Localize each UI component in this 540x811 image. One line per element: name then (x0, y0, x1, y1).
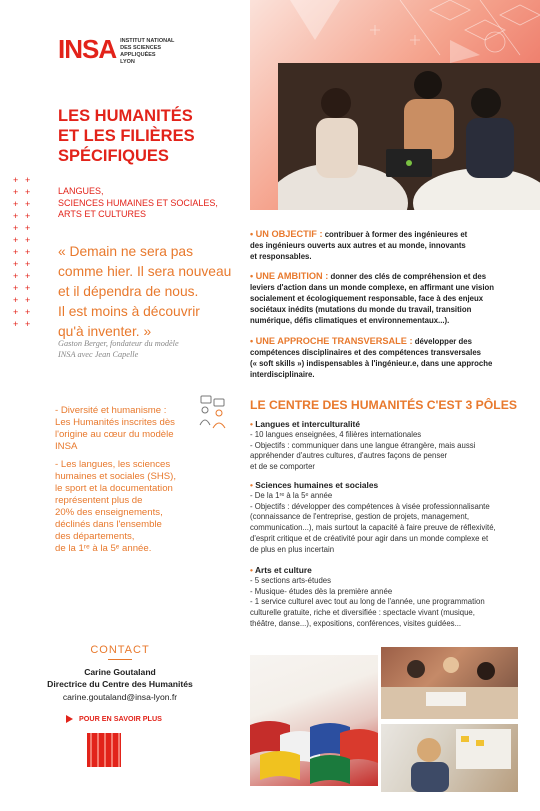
objective-heading: UNE APPROCHE TRANSVERSALE : (255, 336, 413, 346)
bullet-dot: • (250, 271, 256, 281)
contact-email-link[interactable]: carine.goutaland@insa-lyon.fr (62, 692, 178, 702)
subtitle-line: LANGUES, (58, 186, 104, 196)
pole-heading: Arts et culture (254, 565, 312, 575)
pole-line: - 1 service culturel avec tout au long de l'année, une programmation (250, 597, 485, 607)
bullet-dot: • (250, 565, 255, 575)
learn-more-label: POUR EN SAVOIR PLUS (79, 714, 162, 723)
bullet-line: - Diversité et humanisme : (55, 405, 167, 416)
pole-line: d'esprit critique et de créativité pour agir dans un monde complexe et (250, 533, 489, 543)
plus-mark: + (13, 295, 19, 305)
plus-mark: + (25, 187, 31, 197)
plus-mark: + (25, 271, 31, 281)
title-line: LES HUMANITÉS (58, 107, 193, 125)
contact-role: Directrice du Centre des Humanités (47, 679, 193, 689)
plus-mark: + (25, 283, 31, 293)
objective-line: et responsables. (250, 252, 312, 261)
quote-line: et il dépendra de nous. (58, 284, 199, 299)
objective-line: (« soft skills ») indispensables à l'ingénieur.e, dans une approche (250, 359, 493, 368)
pole-line: et de se comporter (250, 462, 316, 472)
bullet-line: de la 1ʳᵉ à la 5ᵉ année. (55, 543, 152, 554)
quote-line: Il est moins à découvrir (58, 304, 200, 319)
pole-line: (connaissance de l'entreprise, gestion de projets, management, (250, 512, 470, 522)
quote-line: qu'à inventer. » (58, 324, 152, 339)
logo-mark: INSA (58, 34, 117, 64)
pole-languages (250, 419, 535, 473)
quote-line: comme hier. Il sera nouveau (58, 264, 232, 279)
plus-mark: + (25, 223, 31, 233)
plus-mark: + (13, 187, 19, 197)
pole-line: - Musique- études dès la première année (250, 586, 393, 596)
quote-line: « Demain ne sera pas (58, 244, 193, 259)
objective-line: compétences disciplinaires et des compétences transversales (250, 348, 481, 357)
page-title (58, 106, 238, 166)
students-photo-illustration (278, 63, 540, 210)
logo-line: APPLIQUÉES (120, 52, 156, 58)
subtitle-line: ARTS ET CULTURES (58, 209, 147, 219)
quote-author-line: INSA avec Jean Capelle (58, 349, 139, 359)
title-line: SPÉCIFIQUES (58, 147, 169, 165)
subtitle (58, 186, 238, 221)
meeting-illustration (381, 647, 518, 719)
left-bullets (55, 405, 235, 561)
objective-line: contribuer à former des ingénieures et (322, 230, 468, 239)
logo-text (120, 38, 174, 66)
woman-whiteboard-photo (381, 724, 518, 792)
objective-line: numérique, défis climatiques et environnementaux...). (250, 316, 450, 325)
bullet-dot: • (250, 336, 256, 346)
objective-line: développer des (412, 337, 472, 346)
pole-line: - Objectifs : communiquer dans une langue étrangère, mais aussi (250, 440, 476, 450)
bullet-line: déclinés dans l'ensemble (55, 519, 162, 530)
bullet-line: INSA (55, 441, 78, 452)
pole-heading: Langues et interculturalité (255, 419, 360, 429)
subtitle-line: SCIENCES HUMAINES ET SOCIALES, (58, 197, 218, 208)
bullet-line: le sport et la documentation (55, 483, 173, 494)
logo-line: INSTITUT NATIONAL (120, 38, 175, 44)
pole-arts (250, 565, 535, 630)
plus-mark: + (25, 307, 31, 317)
pole-heading: Sciences humaines et sociales (255, 480, 379, 490)
plus-mark: + (25, 259, 31, 269)
insa-logo[interactable] (58, 36, 174, 66)
bullet-line: 20% des enseignements, (55, 507, 163, 518)
quote-author-line: Gaston Berger, fondateur du modèle (58, 339, 179, 348)
bullet-line: représentent plus de (55, 495, 143, 506)
objective-line: des ingénieurs ouverts aux autres et au monde, innovants (250, 241, 466, 250)
plus-mark: + (13, 271, 19, 281)
objective-line: socialement et écologiquement responsable, face à des enjeux (250, 294, 484, 303)
plus-mark: + (25, 199, 31, 209)
students-photo (278, 63, 540, 210)
title-line: ET LES FILIÈRES (58, 127, 195, 145)
left-bullet (55, 459, 235, 555)
objective-line: sociétaux inédits (mutations du monde du travail, transition (250, 305, 472, 314)
pole-line: appréhender d'autres cultures, d'autres façons de penser (250, 451, 448, 461)
plus-pattern-decoration (13, 176, 53, 336)
plus-mark: + (25, 319, 31, 329)
pole-line: communication...), mais surtout la capacité à faire preuve de réflexivité, (250, 523, 496, 533)
plus-mark: + (13, 307, 19, 317)
contact-name: Carine Goutaland (84, 667, 156, 677)
plus-mark: + (13, 223, 19, 233)
left-bullet (55, 405, 235, 453)
objective-line: donner des clés de compréhension et des (328, 272, 487, 281)
plus-mark: + (13, 211, 19, 221)
flags-photo (250, 655, 378, 786)
approach-block (250, 336, 525, 380)
plus-mark: + (13, 199, 19, 209)
pole-line: - De la 1ʳᵉ à la 5ᵉ année (250, 490, 333, 500)
bullet-dot: • (250, 229, 256, 239)
plus-mark: + (25, 211, 31, 221)
learn-more-link[interactable] (66, 714, 162, 723)
contact-divider (108, 659, 132, 660)
bullet-line: des départements, (55, 531, 135, 542)
logo-line: DES SCIENCES (120, 45, 162, 51)
bullet-line: l'origine au cœur du modèle (55, 429, 174, 440)
bullet-line: - Les langues, les sciences (55, 459, 171, 470)
bullet-line: Les Humanités inscrites dès (55, 417, 175, 428)
pole-shs (250, 480, 535, 556)
bullet-line: humaines et sociales (SHS), (55, 471, 177, 482)
bullet-dot: • (250, 480, 256, 490)
objective-heading: UNE AMBITION : (255, 271, 329, 281)
qr-code[interactable] (87, 733, 121, 767)
pole-line: théâtre, danse...), expositions, conférences, visites guidées... (250, 618, 462, 628)
quote (58, 242, 238, 342)
objective-heading: UN OBJECTIF : (255, 229, 323, 239)
meeting-photo (381, 647, 518, 719)
pole-line: de plus en plus incertain (250, 544, 335, 554)
ambition-block (250, 271, 525, 326)
play-arrow-icon (66, 715, 73, 723)
plus-mark: + (13, 259, 19, 269)
poles-title: LE CENTRE DES HUMANITÉS C'EST 3 PÔLES (250, 398, 517, 412)
pole-line: - 5 sections arts-études (250, 575, 332, 585)
flags-illustration (250, 655, 378, 786)
left-column (0, 0, 240, 811)
plus-mark: + (25, 175, 31, 185)
objective-block (250, 229, 525, 262)
plus-mark: + (13, 283, 19, 293)
quote-author (58, 339, 238, 360)
plus-mark: + (25, 247, 31, 257)
plus-mark: + (13, 247, 19, 257)
plus-mark: + (13, 319, 19, 329)
pole-line: - Objectifs : développer des compétences à visée professionnalisante (250, 501, 490, 511)
contact-title: CONTACT (90, 644, 150, 656)
woman-illustration (381, 724, 518, 792)
objective-line: leviers d'action dans un monde complexe, en affirmant une vision (250, 283, 495, 292)
pole-line: culturelle gratuite, riche et diversifiée : spectacle vivant (musique, (250, 608, 475, 618)
plus-mark: + (13, 175, 19, 185)
bullet-dot: • (250, 419, 256, 429)
objective-line: interdisciplinaire. (250, 370, 315, 379)
plus-mark: + (13, 235, 19, 245)
plus-mark: + (25, 295, 31, 305)
plus-mark: + (25, 235, 31, 245)
pole-line: - 10 langues enseignées, 4 filières internationales (250, 429, 422, 439)
logo-line: LYON (120, 59, 135, 65)
